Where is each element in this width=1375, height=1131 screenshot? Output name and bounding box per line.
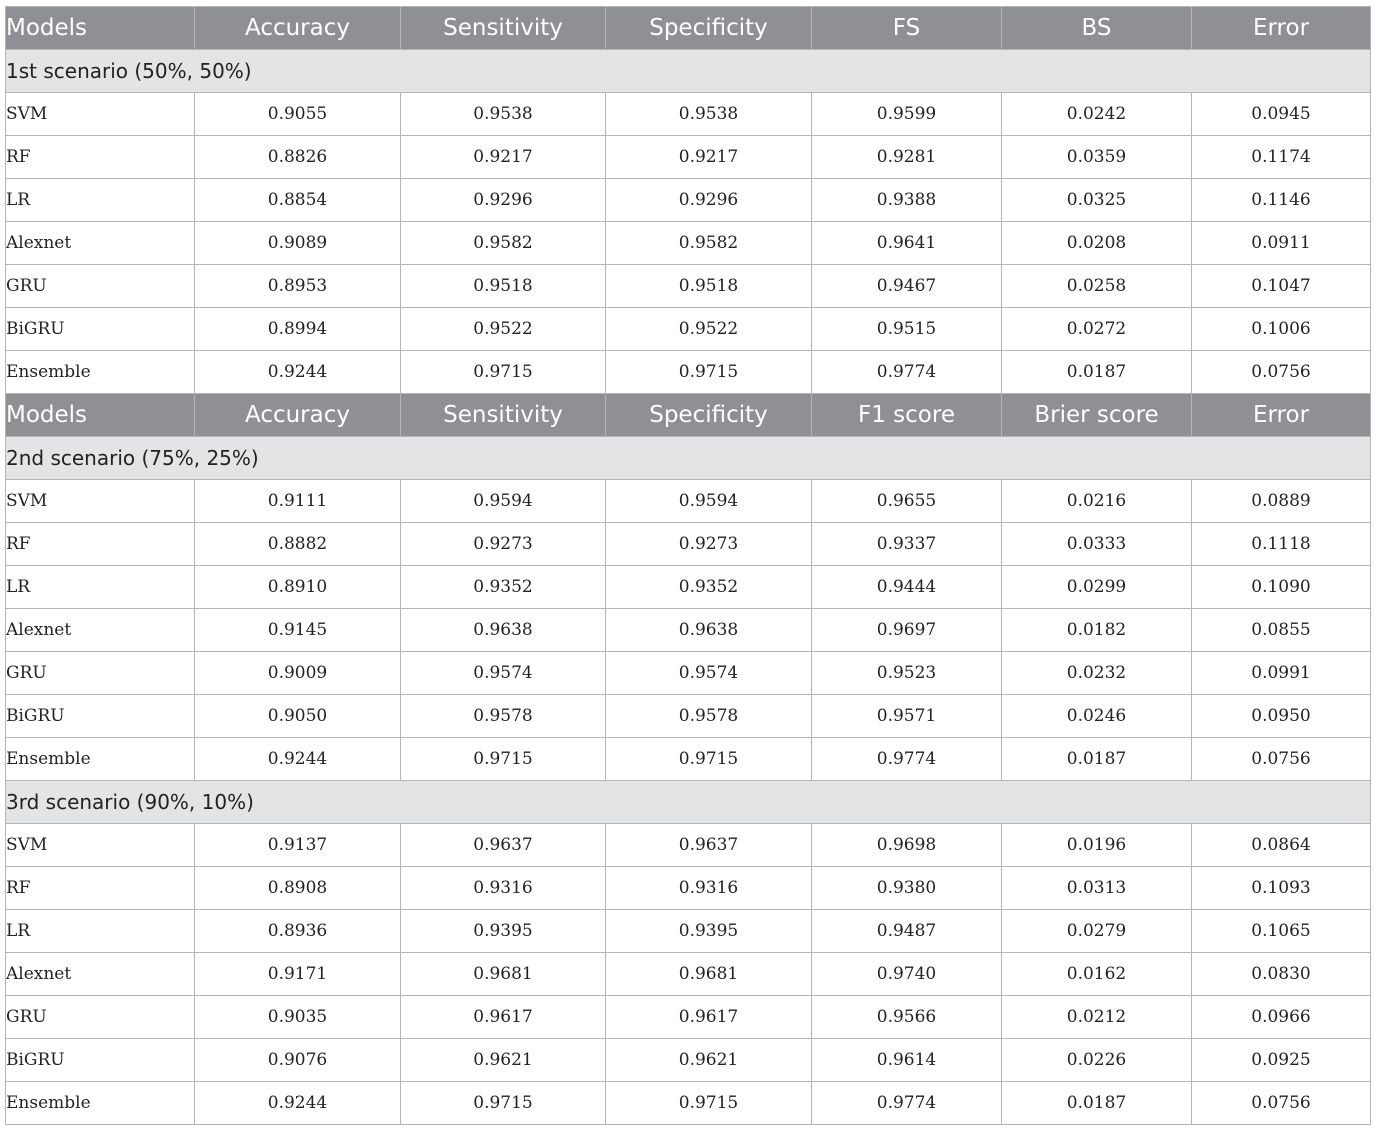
metric-cell-bs: 0.0272 xyxy=(1002,308,1192,351)
metric-cell-fs: 0.9697 xyxy=(812,609,1002,652)
column-header-sensitivity: Sensitivity xyxy=(401,394,606,437)
metric-cell-fs: 0.9444 xyxy=(812,566,1002,609)
metric-cell-error: 0.1118 xyxy=(1192,523,1371,566)
model-name-cell: SVM xyxy=(6,824,195,867)
column-header-specificity: Specificity xyxy=(606,7,812,50)
table-row xyxy=(6,824,1371,867)
metric-cell-fs: 0.9774 xyxy=(812,351,1002,394)
table-body xyxy=(6,7,1371,1125)
metric-cell-fs: 0.9774 xyxy=(812,1082,1002,1125)
metric-cell-sensitivity: 0.9638 xyxy=(401,609,606,652)
model-name-cell: LR xyxy=(6,179,195,222)
metric-cell-accuracy: 0.8910 xyxy=(195,566,401,609)
table-row xyxy=(6,953,1371,996)
metric-cell-fs: 0.9774 xyxy=(812,738,1002,781)
metric-cell-specificity: 0.9617 xyxy=(606,996,812,1039)
metric-cell-error: 0.0756 xyxy=(1192,351,1371,394)
table-row xyxy=(6,93,1371,136)
metric-cell-specificity: 0.9574 xyxy=(606,652,812,695)
metric-cell-fs: 0.9614 xyxy=(812,1039,1002,1082)
metric-cell-fs: 0.9337 xyxy=(812,523,1002,566)
table-row xyxy=(6,1039,1371,1082)
metric-cell-bs: 0.0187 xyxy=(1002,351,1192,394)
metric-cell-sensitivity: 0.9578 xyxy=(401,695,606,738)
table-row xyxy=(6,351,1371,394)
metric-cell-bs: 0.0333 xyxy=(1002,523,1192,566)
metric-cell-error: 0.1146 xyxy=(1192,179,1371,222)
table-row xyxy=(6,523,1371,566)
header-row xyxy=(6,394,1371,437)
metric-cell-specificity: 0.9518 xyxy=(606,265,812,308)
metric-cell-accuracy: 0.9076 xyxy=(195,1039,401,1082)
scenario-row xyxy=(6,50,1371,93)
model-name-cell: BiGRU xyxy=(6,1039,195,1082)
metric-cell-specificity: 0.9715 xyxy=(606,738,812,781)
metric-cell-error: 0.0950 xyxy=(1192,695,1371,738)
metric-cell-sensitivity: 0.9715 xyxy=(401,738,606,781)
metric-cell-fs: 0.9515 xyxy=(812,308,1002,351)
table-row xyxy=(6,222,1371,265)
column-header-accuracy: Accuracy xyxy=(195,394,401,437)
metric-cell-sensitivity: 0.9538 xyxy=(401,93,606,136)
model-name-cell: SVM xyxy=(6,480,195,523)
scenario-label: 1st scenario (50%, 50%) xyxy=(6,50,1371,93)
metric-cell-bs: 0.0196 xyxy=(1002,824,1192,867)
table-row xyxy=(6,308,1371,351)
metric-cell-bs: 0.0212 xyxy=(1002,996,1192,1039)
column-header-accuracy: Accuracy xyxy=(195,7,401,50)
table-row xyxy=(6,1082,1371,1125)
column-header-models: Models xyxy=(6,7,195,50)
metric-cell-specificity: 0.9352 xyxy=(606,566,812,609)
metric-cell-specificity: 0.9637 xyxy=(606,824,812,867)
metric-cell-fs: 0.9599 xyxy=(812,93,1002,136)
metric-cell-sensitivity: 0.9217 xyxy=(401,136,606,179)
metric-cell-specificity: 0.9621 xyxy=(606,1039,812,1082)
model-name-cell: Alexnet xyxy=(6,609,195,652)
table-row xyxy=(6,265,1371,308)
metric-cell-error: 0.1093 xyxy=(1192,867,1371,910)
metric-cell-sensitivity: 0.9574 xyxy=(401,652,606,695)
metric-cell-specificity: 0.9316 xyxy=(606,867,812,910)
metric-cell-bs: 0.0208 xyxy=(1002,222,1192,265)
metric-cell-error: 0.0855 xyxy=(1192,609,1371,652)
metric-cell-fs: 0.9566 xyxy=(812,996,1002,1039)
metric-cell-fs: 0.9698 xyxy=(812,824,1002,867)
scenario-row xyxy=(6,437,1371,480)
model-name-cell: Alexnet xyxy=(6,222,195,265)
metric-cell-fs: 0.9523 xyxy=(812,652,1002,695)
metric-cell-bs: 0.0279 xyxy=(1002,910,1192,953)
model-name-cell: GRU xyxy=(6,265,195,308)
column-header-error: Error xyxy=(1192,7,1371,50)
metric-cell-accuracy: 0.8826 xyxy=(195,136,401,179)
metric-cell-error: 0.1047 xyxy=(1192,265,1371,308)
header-row xyxy=(6,7,1371,50)
model-name-cell: Ensemble xyxy=(6,351,195,394)
metric-cell-sensitivity: 0.9594 xyxy=(401,480,606,523)
metric-cell-bs: 0.0258 xyxy=(1002,265,1192,308)
metric-cell-specificity: 0.9217 xyxy=(606,136,812,179)
scenario-row xyxy=(6,781,1371,824)
model-name-cell: Alexnet xyxy=(6,953,195,996)
metric-cell-sensitivity: 0.9637 xyxy=(401,824,606,867)
metric-cell-fs: 0.9380 xyxy=(812,867,1002,910)
metric-cell-error: 0.1006 xyxy=(1192,308,1371,351)
metric-cell-error: 0.0756 xyxy=(1192,738,1371,781)
metric-cell-fs: 0.9388 xyxy=(812,179,1002,222)
metric-cell-fs: 0.9740 xyxy=(812,953,1002,996)
metric-cell-bs: 0.0187 xyxy=(1002,1082,1192,1125)
metric-cell-bs: 0.0242 xyxy=(1002,93,1192,136)
column-header-sensitivity: Sensitivity xyxy=(401,7,606,50)
metric-cell-specificity: 0.9638 xyxy=(606,609,812,652)
model-name-cell: Ensemble xyxy=(6,738,195,781)
metric-cell-accuracy: 0.8908 xyxy=(195,867,401,910)
metric-cell-fs: 0.9487 xyxy=(812,910,1002,953)
table-row xyxy=(6,609,1371,652)
model-name-cell: RF xyxy=(6,136,195,179)
column-header-error: Error xyxy=(1192,394,1371,437)
metric-cell-accuracy: 0.9050 xyxy=(195,695,401,738)
metric-cell-accuracy: 0.8994 xyxy=(195,308,401,351)
metric-cell-error: 0.0864 xyxy=(1192,824,1371,867)
results-table xyxy=(5,6,1371,1125)
metric-cell-error: 0.0911 xyxy=(1192,222,1371,265)
column-header-fs: F1 score xyxy=(812,394,1002,437)
metric-cell-bs: 0.0299 xyxy=(1002,566,1192,609)
metric-cell-error: 0.0830 xyxy=(1192,953,1371,996)
table-row xyxy=(6,566,1371,609)
model-name-cell: RF xyxy=(6,523,195,566)
metric-cell-bs: 0.0162 xyxy=(1002,953,1192,996)
metric-cell-fs: 0.9655 xyxy=(812,480,1002,523)
metric-cell-specificity: 0.9273 xyxy=(606,523,812,566)
metric-cell-accuracy: 0.9089 xyxy=(195,222,401,265)
metric-cell-specificity: 0.9582 xyxy=(606,222,812,265)
metric-cell-accuracy: 0.8953 xyxy=(195,265,401,308)
metric-cell-sensitivity: 0.9715 xyxy=(401,1082,606,1125)
table-row xyxy=(6,136,1371,179)
metric-cell-accuracy: 0.9244 xyxy=(195,351,401,394)
column-header-models: Models xyxy=(6,394,195,437)
metric-cell-accuracy: 0.9137 xyxy=(195,824,401,867)
metric-cell-fs: 0.9641 xyxy=(812,222,1002,265)
metric-cell-accuracy: 0.9244 xyxy=(195,1082,401,1125)
metric-cell-bs: 0.0325 xyxy=(1002,179,1192,222)
metric-cell-bs: 0.0216 xyxy=(1002,480,1192,523)
model-name-cell: LR xyxy=(6,566,195,609)
metric-cell-bs: 0.0232 xyxy=(1002,652,1192,695)
metric-cell-sensitivity: 0.9316 xyxy=(401,867,606,910)
column-header-specificity: Specificity xyxy=(606,394,812,437)
metric-cell-error: 0.0991 xyxy=(1192,652,1371,695)
metric-cell-accuracy: 0.8882 xyxy=(195,523,401,566)
metric-cell-sensitivity: 0.9273 xyxy=(401,523,606,566)
metric-cell-sensitivity: 0.9617 xyxy=(401,996,606,1039)
model-name-cell: GRU xyxy=(6,652,195,695)
model-name-cell: BiGRU xyxy=(6,308,195,351)
metric-cell-specificity: 0.9578 xyxy=(606,695,812,738)
table-row xyxy=(6,695,1371,738)
table-row xyxy=(6,179,1371,222)
metric-cell-sensitivity: 0.9522 xyxy=(401,308,606,351)
metric-cell-accuracy: 0.8854 xyxy=(195,179,401,222)
metric-cell-error: 0.1090 xyxy=(1192,566,1371,609)
model-name-cell: GRU xyxy=(6,996,195,1039)
table-row xyxy=(6,867,1371,910)
model-name-cell: BiGRU xyxy=(6,695,195,738)
metric-cell-error: 0.0925 xyxy=(1192,1039,1371,1082)
metric-cell-error: 0.1065 xyxy=(1192,910,1371,953)
metric-cell-bs: 0.0359 xyxy=(1002,136,1192,179)
metric-cell-specificity: 0.9522 xyxy=(606,308,812,351)
metric-cell-bs: 0.0187 xyxy=(1002,738,1192,781)
metric-cell-accuracy: 0.9145 xyxy=(195,609,401,652)
metric-cell-sensitivity: 0.9518 xyxy=(401,265,606,308)
model-name-cell: LR xyxy=(6,910,195,953)
metric-cell-error: 0.0945 xyxy=(1192,93,1371,136)
metric-cell-error: 0.0756 xyxy=(1192,1082,1371,1125)
metric-cell-sensitivity: 0.9621 xyxy=(401,1039,606,1082)
metric-cell-fs: 0.9467 xyxy=(812,265,1002,308)
column-header-fs: FS xyxy=(812,7,1002,50)
metric-cell-accuracy: 0.9009 xyxy=(195,652,401,695)
metric-cell-error: 0.1174 xyxy=(1192,136,1371,179)
metric-cell-error: 0.0889 xyxy=(1192,480,1371,523)
metric-cell-accuracy: 0.9244 xyxy=(195,738,401,781)
scenario-label: 3rd scenario (90%, 10%) xyxy=(6,781,1371,824)
column-header-bs: Brier score xyxy=(1002,394,1192,437)
metric-cell-accuracy: 0.9111 xyxy=(195,480,401,523)
table-row xyxy=(6,738,1371,781)
metric-cell-sensitivity: 0.9395 xyxy=(401,910,606,953)
model-name-cell: Ensemble xyxy=(6,1082,195,1125)
metric-cell-bs: 0.0182 xyxy=(1002,609,1192,652)
model-name-cell: RF xyxy=(6,867,195,910)
metric-cell-accuracy: 0.8936 xyxy=(195,910,401,953)
table-row xyxy=(6,652,1371,695)
metric-cell-bs: 0.0313 xyxy=(1002,867,1192,910)
metric-cell-error: 0.0966 xyxy=(1192,996,1371,1039)
metric-cell-bs: 0.0246 xyxy=(1002,695,1192,738)
table-row xyxy=(6,910,1371,953)
metric-cell-specificity: 0.9715 xyxy=(606,351,812,394)
metric-cell-sensitivity: 0.9715 xyxy=(401,351,606,394)
metric-cell-bs: 0.0226 xyxy=(1002,1039,1192,1082)
metric-cell-specificity: 0.9681 xyxy=(606,953,812,996)
scenario-label: 2nd scenario (75%, 25%) xyxy=(6,437,1371,480)
metric-cell-specificity: 0.9395 xyxy=(606,910,812,953)
metric-cell-specificity: 0.9594 xyxy=(606,480,812,523)
metric-cell-sensitivity: 0.9681 xyxy=(401,953,606,996)
metric-cell-specificity: 0.9296 xyxy=(606,179,812,222)
metric-cell-accuracy: 0.9171 xyxy=(195,953,401,996)
metric-cell-specificity: 0.9715 xyxy=(606,1082,812,1125)
metric-cell-sensitivity: 0.9352 xyxy=(401,566,606,609)
column-header-bs: BS xyxy=(1002,7,1192,50)
model-name-cell: SVM xyxy=(6,93,195,136)
metric-cell-fs: 0.9571 xyxy=(812,695,1002,738)
metric-cell-fs: 0.9281 xyxy=(812,136,1002,179)
table-row xyxy=(6,480,1371,523)
metric-cell-sensitivity: 0.9296 xyxy=(401,179,606,222)
metric-cell-specificity: 0.9538 xyxy=(606,93,812,136)
metric-cell-sensitivity: 0.9582 xyxy=(401,222,606,265)
table-row xyxy=(6,996,1371,1039)
metric-cell-accuracy: 0.9055 xyxy=(195,93,401,136)
metric-cell-accuracy: 0.9035 xyxy=(195,996,401,1039)
